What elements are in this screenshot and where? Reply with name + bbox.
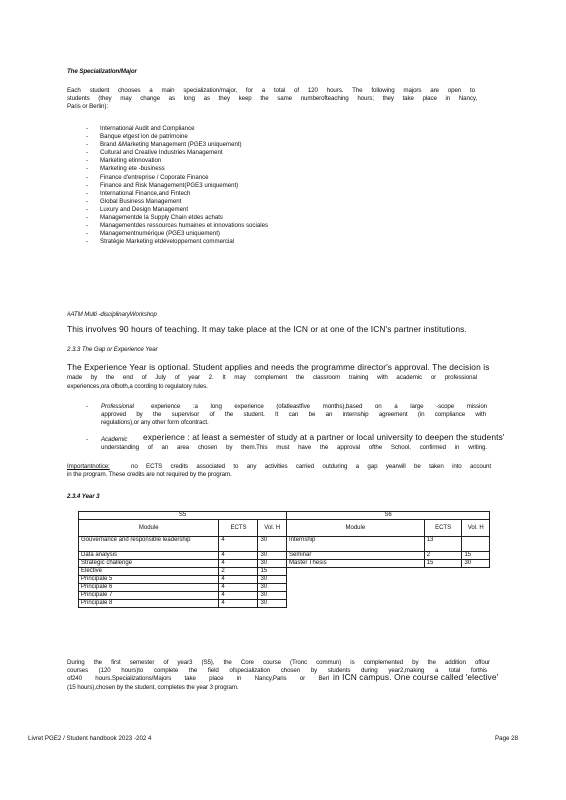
column-header-ects: ECTS: [219, 520, 258, 537]
list-item: - Managementnumérique (PGE3 uniquement): [86, 230, 220, 238]
academic-line-2: understanding of an area chosen by them.This must have the approval ofthe School, confirmed in writing.: [101, 444, 487, 451]
empty-cell: [287, 592, 490, 600]
footer-handbook-title: Livret PGE2 / Student handbook 2023 -202 4: [28, 735, 152, 742]
gap-line-2: made by the end of July of year 2. It may complement the classroom training with academic or professional: [67, 374, 477, 381]
module-cell: Principale 7: [79, 592, 219, 600]
list-item: - Marketing etinnovation: [86, 157, 162, 165]
vol-cell: [462, 537, 490, 552]
ects-cell: 4: [219, 584, 258, 592]
list-item: - Brand &Marketing Management (PGE3 uniquement): [86, 141, 242, 149]
list-item: - International Finance,and Fintech: [86, 189, 191, 197]
important-line-2: in the program. These credits are not required by the program.: [67, 471, 232, 478]
ects-cell: 4: [219, 552, 258, 560]
professional-line-1: experience :a long experience (ofatleastfive months),based on a large -scope mission: [151, 403, 487, 410]
majors-list: [86, 125, 268, 246]
list-item: - Managementdes ressources humaines et innovations sociales: [86, 222, 269, 230]
column-header-module: Module: [287, 520, 425, 537]
table-row: [79, 568, 490, 576]
table-row: [79, 584, 490, 592]
list-item: - Stratégie Marketing etdéveloppement commercial: [86, 238, 235, 246]
table-row: [79, 576, 490, 584]
vol-cell: 30: [258, 537, 287, 552]
module-cell: Data analysis: [79, 552, 219, 560]
semester-s5-header: S5: [79, 512, 287, 520]
column-header-vol: Vol. H: [462, 520, 490, 537]
list-item: - Finance d'entreprise / Coporate Finance: [86, 173, 209, 181]
ects-cell: 4: [219, 592, 258, 600]
list-item: - Cultural and Creative Industries Management: [86, 149, 223, 157]
module-cell: Internship: [287, 537, 425, 552]
closing-line-2: courses (120 hours)to complete the field ofspecialization chosen by students during year2,making a total forthis: [67, 667, 487, 674]
academic-line-1: experience : at least a semester of study at a partner or local university to deepen the students': [143, 432, 505, 442]
vol-cell: 30: [258, 576, 287, 584]
list-item: - Managementde la Supply Chain etdes achats: [86, 214, 223, 222]
vol-cell: 30: [258, 552, 287, 560]
column-header-vol: Vol. H: [258, 520, 287, 537]
semester-s6-header: S6: [287, 512, 490, 520]
specialization-heading: The Specialization/Major: [67, 68, 137, 75]
year3-heading: 2.3.4 Year 3: [67, 493, 100, 500]
module-cell: Elective: [79, 568, 219, 576]
table-row: [79, 537, 490, 552]
module-cell: Master Thesis: [287, 560, 425, 568]
vol-cell: 30: [258, 584, 287, 592]
professional-label: Professional: [101, 403, 134, 410]
intro-line-3: Paris or Berlin):: [67, 103, 108, 110]
gap-year-heading: 2.3.3 The Gap or Experience Year: [67, 346, 158, 353]
important-line-1: no ECTS credits associated to any activities carried outduring a gap yearwill be taken into account: [131, 463, 491, 470]
vol-cell: 30: [258, 592, 287, 600]
list-item: - Finance and Risk Management(PGE3 uniquement): [86, 181, 239, 189]
closing-line-4: (15 hours),chosen by the student, completes the year 3 program.: [67, 684, 239, 691]
list-item: - Banque etgest ion de patrimoine: [86, 133, 188, 141]
ects-cell: 4: [219, 576, 258, 584]
table-row: [79, 592, 490, 600]
important-notice-label: Importantnotice:: [67, 463, 110, 470]
ects-cell: 4: [219, 560, 258, 568]
list-item: - Global Business Management: [86, 197, 182, 205]
professional-line-2: approved by the supervisor of the student. It can be an internship agreement (in compliance with: [101, 411, 486, 418]
professional-line-3: regulations),or any other form ofcontract.: [101, 419, 209, 426]
list-item: - International Audit and Compliance: [86, 125, 195, 132]
gap-line-3: experiences,ora ofboth,a ccording to regulatory rules.: [67, 383, 208, 390]
vol-cell: 30: [258, 600, 287, 608]
ects-cell: 4: [219, 600, 258, 608]
empty-cell: [287, 584, 490, 592]
table-row: [79, 600, 490, 608]
ects-cell: 2: [219, 568, 258, 576]
module-cell: Strategic challenge: [79, 560, 219, 568]
closing-line-1: During the first semester of year3 (S5), the Core course (Tronc commun) is complemented by the addition offour: [67, 659, 490, 666]
module-cell: Principale 8: [79, 600, 219, 608]
table-row: [79, 560, 490, 568]
vol-cell: 15: [258, 568, 287, 576]
list-item: - Marketing ete -business: [86, 165, 165, 173]
year3-module-table: [78, 511, 490, 608]
ects-cell: 15: [424, 560, 462, 568]
ects-cell: 13: [424, 537, 462, 552]
atm-text: This involves 90 hours of teaching. It may take place at the ICN or at one of the ICN's partner institutions.: [67, 324, 467, 334]
closing-line-3: of240 hours.Specializations/Majors take place in Nancy,Paris or Berl: [67, 675, 329, 682]
column-header-module: Module: [79, 520, 219, 537]
bullet-dash: -: [86, 403, 88, 410]
module-cell: Gouvernance and responsible leadership: [79, 537, 219, 552]
ects-cell: 4: [219, 537, 258, 552]
bullet-dash: -: [86, 436, 88, 443]
column-header-ects: ECTS: [424, 520, 462, 537]
intro-line-2: students (they may change as long as they keep the same numberofteaching hours; they take place in Nancy,: [67, 95, 477, 102]
table-row: [79, 512, 490, 520]
empty-cell: [287, 576, 490, 584]
academic-label: Academic: [101, 436, 128, 443]
ects-cell: 2: [424, 552, 462, 560]
footer-page-number: Page 28: [495, 735, 519, 742]
table-row: [79, 552, 490, 560]
atm-heading: #ATM Multi -disciplinaryWorkshop: [67, 311, 157, 318]
gap-line-1: The Experience Year is optional. Student applies and needs the programme director's approval. The decision is: [67, 362, 490, 372]
vol-cell: 30: [258, 560, 287, 568]
empty-cell: [287, 600, 490, 608]
table-row: [79, 520, 490, 537]
list-item: - Luxury and Design Management: [86, 205, 189, 213]
module-cell: Principale 6: [79, 584, 219, 592]
vol-cell: 30: [462, 560, 490, 568]
closing-line-3b: in ICN campus. One course called 'elective': [333, 672, 499, 682]
empty-cell: [287, 568, 490, 576]
vol-cell: 15: [462, 552, 490, 560]
module-cell: Seminar: [287, 552, 425, 560]
module-cell: Principale 5: [79, 576, 219, 584]
intro-line-1: Each student chooses a main specialization/major, for a total of 120 hours. The following majors are open to: [67, 87, 475, 94]
